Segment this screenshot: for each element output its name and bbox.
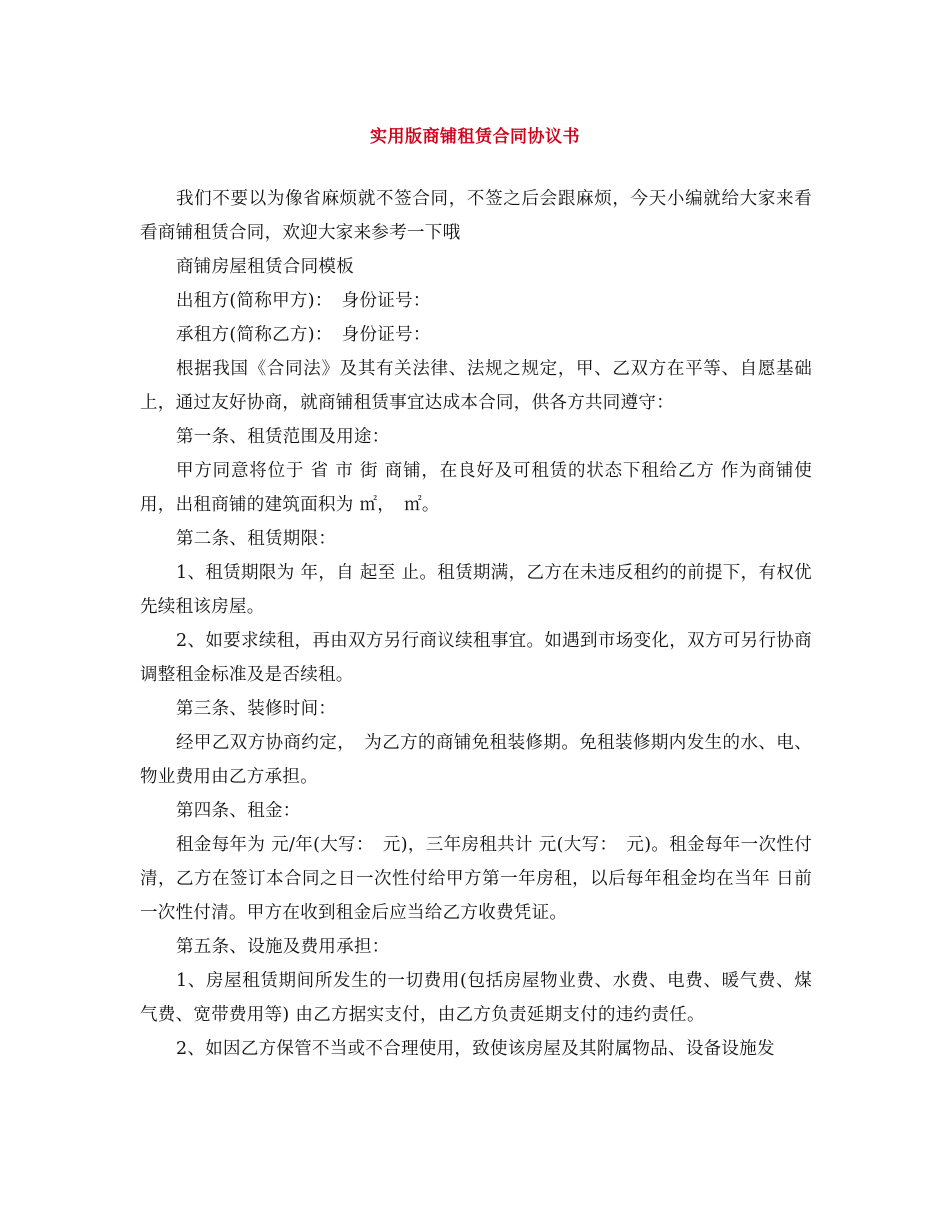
section-heading: 第一条、租赁范围及用途： bbox=[176, 427, 390, 447]
paragraph: 根据我国《合同法》及其有关法律、法规之规定，甲、乙双方在平等、自愿基础上，通过友好协商，就商铺租赁事宜达成本合同，供各方共同遵守： bbox=[140, 359, 812, 413]
paragraph: 经甲乙双方协商约定， 为乙方的商铺免租装修期。免租装修期内发生的水、电、物业费用由乙方承担。 bbox=[140, 733, 812, 787]
paragraph: 租金每年为 元/年(大写： 元)，三年房租共计 元(大写： 元)。租金每年一次性付清，乙方在签订本合同之日一次性付给甲方第一年房租，以后每年租金均在当年 日前一次性付清。甲方在收到租金后应当给乙方收费凭证。 bbox=[140, 835, 812, 923]
paragraph: 甲方同意将位于 省 市 街 商铺，在良好及可租赁的状态下租给乙方 作为商铺使用，出租商铺的建筑面积为 ㎡， ㎡。 bbox=[140, 461, 812, 515]
paragraph: 我们不要以为像省麻烦就不签合同，不签之后会跟麻烦，今天小编就给大家来看看商铺租赁合同，欢迎大家来参考一下哦 bbox=[140, 189, 812, 243]
paragraph: 出租方(简称甲方)： 身份证号： bbox=[176, 291, 431, 311]
section-heading: 第四条、租金： bbox=[176, 801, 301, 821]
paragraph: 商铺房屋租赁合同模板 bbox=[176, 257, 354, 277]
paragraph: 1、房屋租赁期间所发生的一切费用(包括房屋物业费、水费、电费、暖气费、煤气费、宽带费用等) 由乙方据实支付，由乙方负责延期支付的违约责任。 bbox=[140, 971, 812, 1025]
paragraph: 1、租赁期限为 年，自 起至 止。租赁期满，乙方在未违反租约的前提下，有权优先续租该房屋。 bbox=[140, 563, 812, 617]
document-title: 实用版商铺租赁合同协议书 bbox=[370, 127, 580, 147]
paragraph: 2、如因乙方保管不当或不合理使用，致使该房屋及其附属物品、设备设施发 bbox=[176, 1039, 775, 1059]
section-heading: 第二条、租赁期限： bbox=[176, 529, 337, 549]
paragraph: 承租方(简称乙方)： 身份证号： bbox=[176, 325, 431, 345]
section-heading: 第三条、装修时间： bbox=[176, 699, 337, 719]
paragraph: 2、如要求续租，再由双方另行商议续租事宜。如遇到市场变化，双方可另行协商调整租金标准及是否续租。 bbox=[140, 631, 812, 685]
section-heading: 第五条、设施及费用承担： bbox=[176, 937, 390, 957]
document-body bbox=[140, 182, 812, 1066]
